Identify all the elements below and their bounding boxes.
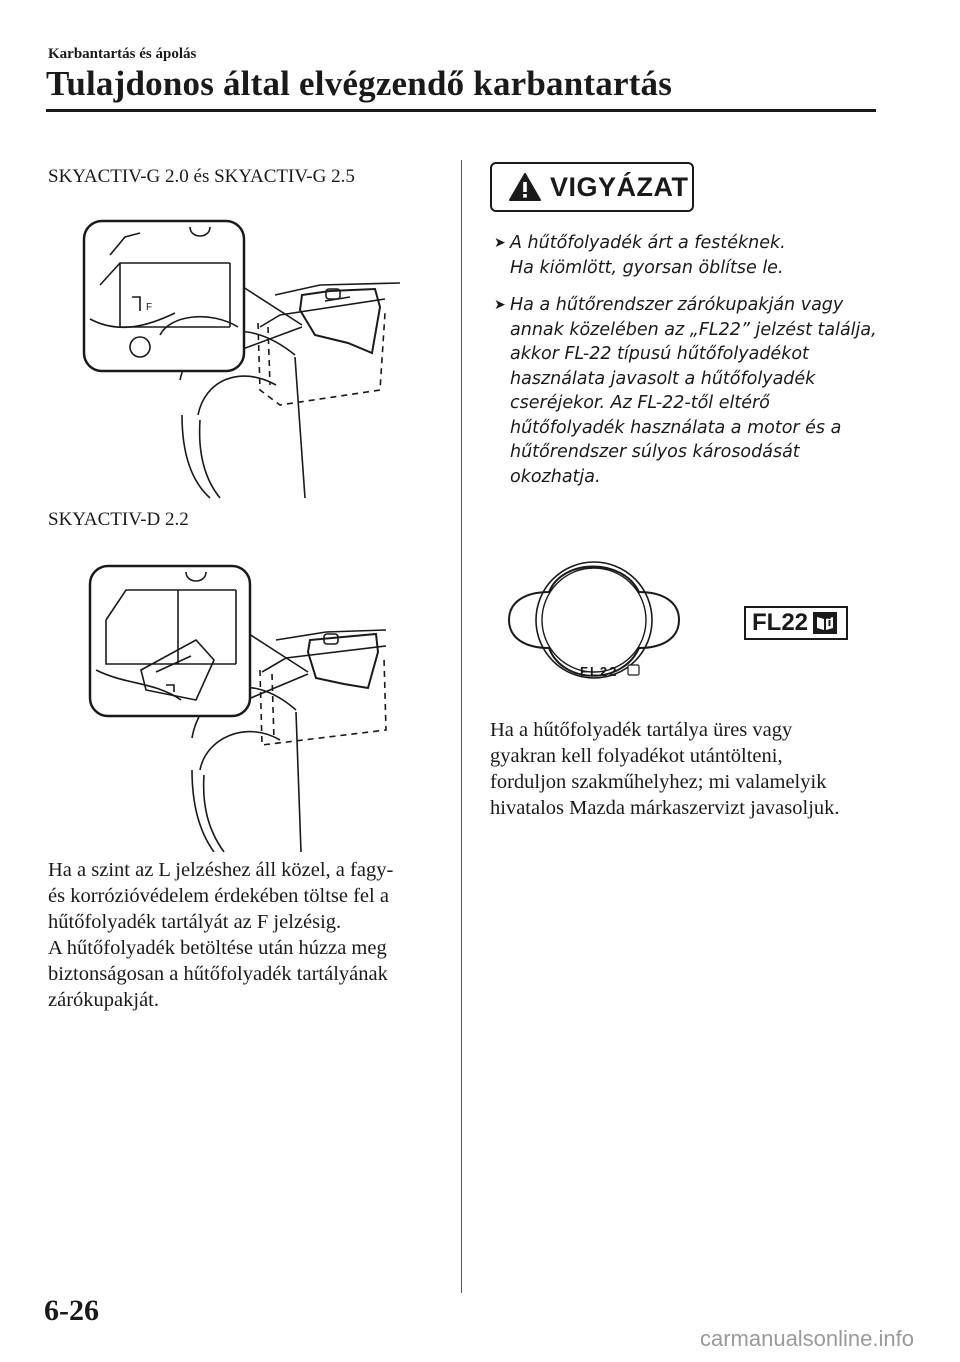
- left-body-paragraph: [48, 857, 393, 1013]
- bullet-line: A hűtőfolyadék árt a festéknek.: [510, 233, 786, 253]
- right-body-paragraph: [490, 717, 840, 821]
- paragraph-line: forduljon szakműhelyhez; mi valamelyik: [490, 771, 827, 793]
- bullet-line: használata javasolt a hűtőfolyadék: [510, 368, 816, 389]
- fl22-badge: [744, 606, 848, 640]
- paragraph-line: Ha a hűtőfolyadék tartálya üres vagy: [490, 719, 793, 741]
- bullet-line: akkor FL-22 típusú hűtőfolyadékot: [510, 344, 809, 364]
- bullet-arrow-icon: ➤: [494, 235, 506, 251]
- manual-book-icon: [812, 611, 838, 635]
- paragraph-line: zárókupakját.: [48, 989, 159, 1011]
- paragraph-line: Ha a szint az L jelzéshez áll közel, a fagy-: [48, 859, 394, 881]
- bullet-line: cseréjekor. Az FL-22-től eltérő: [510, 393, 770, 413]
- coolant-reservoir-illustration-d: [86, 560, 416, 852]
- caution-box: [490, 162, 694, 212]
- svg-text:F: F: [146, 302, 153, 313]
- cap-marking-text: FL22: [580, 664, 619, 679]
- paragraph-line: és korrózióvédelem érdekében töltse fel a: [48, 885, 389, 907]
- bullet-line: annak közelében az „FL22” jelzést találja,: [510, 319, 877, 340]
- watermark: carmanualsonline.info: [699, 1326, 914, 1351]
- caution-bullet-1: [494, 231, 786, 280]
- title-rule: [46, 109, 876, 112]
- manual-book-icon: [628, 665, 639, 675]
- heading-skyactiv-g: SKYACTIV-G 2.0 és SKYACTIV-G 2.5: [48, 166, 355, 187]
- bullet-line: hűtőrendszer súlyos károsodását: [510, 442, 800, 462]
- heading-skyactiv-d: SKYACTIV-D 2.2: [48, 509, 189, 530]
- bullet-line: hűtőfolyadék használata a motor és a: [510, 417, 842, 438]
- paragraph-line: biztonságosan a hűtőfolyadék tartályának: [48, 963, 388, 985]
- bullet-line: Ha a hűtőrendszer zárókupakján vagy: [510, 295, 844, 315]
- bullet-arrow-icon: ➤: [494, 297, 506, 313]
- radiator-cap-illustration: [505, 550, 685, 695]
- caution-bullet-2: [494, 293, 877, 489]
- paragraph-line: gyakran kell folyadékot utántölteni,: [490, 745, 783, 767]
- coolant-reservoir-illustration-g: [80, 215, 425, 500]
- warning-triangle-icon: [508, 172, 542, 202]
- bullet-line: Ha kiömlött, gyorsan öblítse le.: [510, 257, 784, 278]
- paragraph-line: hivatalos Mazda márkaszervizt javasoljuk.: [490, 797, 840, 819]
- page-title: Tulajdonos által elvégzendő karbantartás: [46, 64, 673, 103]
- paragraph-line: hűtőfolyadék tartályát az F jelzésig.: [48, 911, 342, 933]
- column-divider: [461, 160, 462, 1293]
- paragraph-line: A hűtőfolyadék betöltése után húzza meg: [48, 937, 387, 959]
- section-label: Karbantartás és ápolás: [48, 46, 197, 62]
- fl22-badge-text: FL22: [752, 609, 809, 636]
- bullet-line: okozhatja.: [510, 466, 601, 487]
- page-number: 6-26: [44, 1294, 99, 1327]
- caution-label: VIGYÁZAT: [550, 171, 689, 202]
